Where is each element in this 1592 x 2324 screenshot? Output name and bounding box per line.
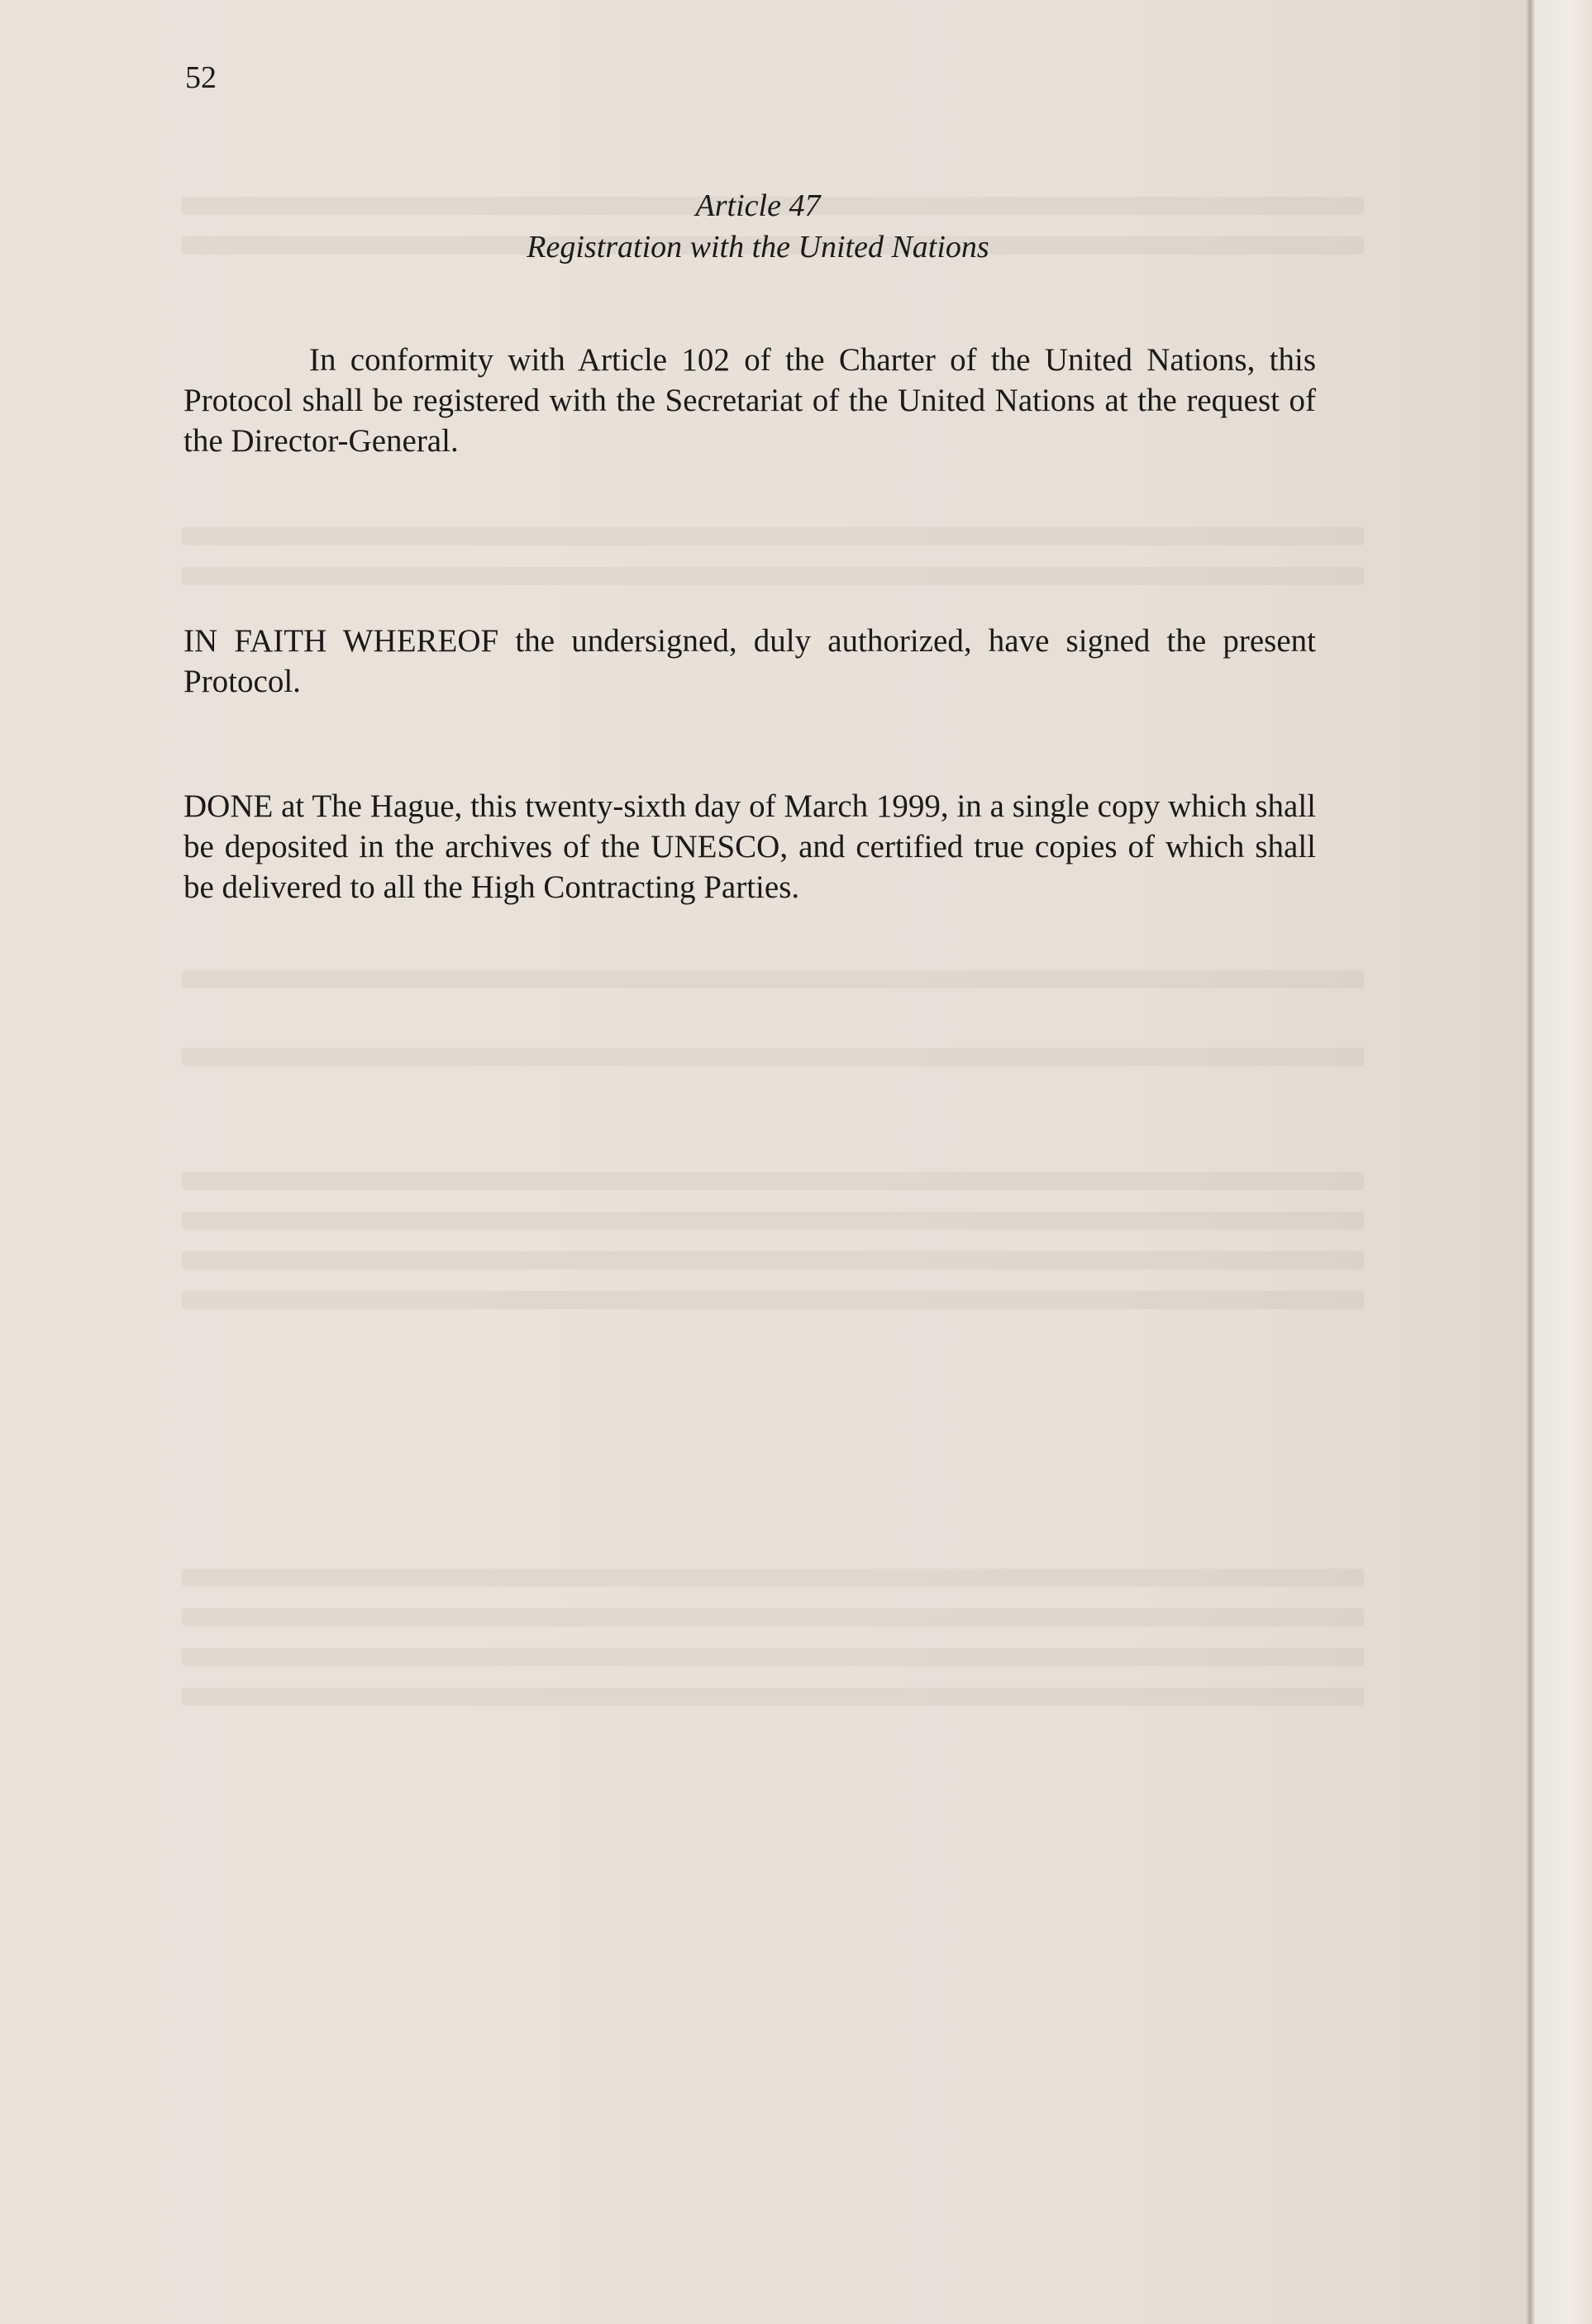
show-through-line — [182, 1688, 1364, 1706]
show-through-line — [182, 567, 1364, 585]
article-heading: Article 47 — [695, 188, 821, 223]
paragraph-in-faith-whereof: IN FAITH WHEREOF the undersigned, duly authorized, have signed the present Protocol. — [184, 623, 1316, 699]
show-through-line — [182, 1048, 1364, 1066]
show-through-line — [182, 970, 1364, 988]
show-through-line — [182, 1291, 1364, 1309]
show-through-line — [182, 1608, 1364, 1626]
page-number: 52 — [185, 60, 217, 95]
show-through-line — [182, 1251, 1364, 1269]
show-through-line — [182, 1569, 1364, 1587]
show-through-line — [182, 1212, 1364, 1230]
paragraph-registration: In conformity with Article 102 of the Charter of the United Nations, this Protocol shall be registered with the Secretariat of the United Nations at the request of the Director-General. — [184, 342, 1316, 459]
show-through-line — [182, 1172, 1364, 1190]
show-through-line — [182, 527, 1364, 545]
article-subheading: Registration with the United Nations — [527, 230, 989, 264]
paragraph-done-at: DONE at The Hague, this twenty-sixth day of March 1999, in a single copy which shall be deposited in the archives of the UNESCO, and certified true copies of which shall be delivered to all the High Contracting Parties. — [184, 788, 1316, 905]
spine-shadow — [1526, 0, 1534, 2324]
show-through-line — [182, 1648, 1364, 1666]
spine-edge — [1534, 0, 1592, 2324]
